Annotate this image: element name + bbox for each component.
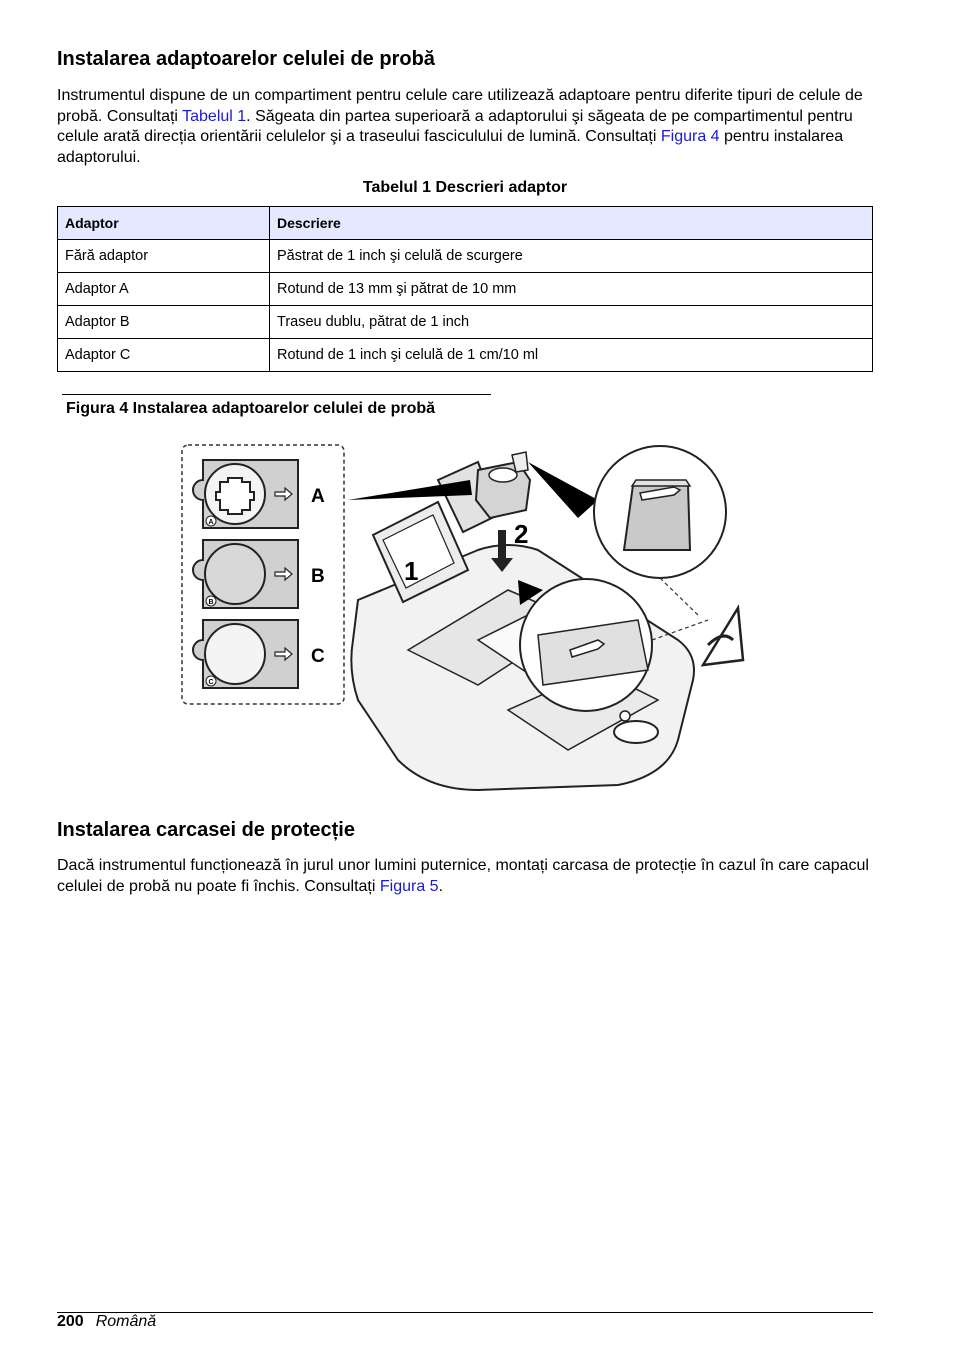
page-footer [57, 1313, 156, 1331]
text: Dacă instrumentul funcționează în jurul unor lumini puternice, montați carcasa de protecție în cazul în care capacul celulei de probă nu poate fi închis. Consultați [57, 857, 869, 895]
detail-circle-adapter-top [594, 446, 726, 578]
table-caption: Tabelul 1 Descrieri adaptor [362, 179, 568, 196]
figure-rule [62, 394, 491, 395]
table-row [58, 306, 873, 339]
step-1-label: 1 [404, 556, 419, 586]
adapter-c-small-label: C [208, 679, 214, 686]
header-adaptor: Adaptor [58, 207, 270, 240]
table-row [58, 240, 873, 273]
adapter-a-small-label: A [208, 519, 214, 526]
text: . [438, 877, 444, 895]
section-heading-adapters: Instalarea adaptoarelor celulei de probă [57, 48, 435, 70]
table-cell: Adaptor C [58, 339, 270, 372]
link-figura-4[interactable]: Figura 4 [660, 128, 720, 145]
pointer-wedge-right [528, 462, 598, 518]
adapter-cup [476, 452, 530, 518]
label-a: A [311, 486, 325, 507]
adapter-b-small-label: B [208, 599, 214, 606]
adapter-b-icon [193, 540, 298, 608]
table-header-row [58, 207, 873, 240]
leader-line [660, 578, 698, 615]
text: . Săgeata din partea superioară a adaptorului şi săgeata de pe compartimentul pentru celule arată direcția orientării celulelor şi a traseului fasciculului de lumină. Consultați [57, 107, 853, 145]
label-b: B [311, 566, 325, 587]
label-c: C [311, 646, 325, 667]
link-tabelul-1[interactable]: Tabelul 1 [182, 107, 247, 125]
table-cell: Adaptor A [58, 273, 270, 306]
table-cell: Rotund de 13 mm şi pătrat de 10 mm [270, 273, 873, 306]
adapter-a-icon [193, 460, 298, 528]
footer-language: Română [95, 1313, 157, 1330]
adapter-table [57, 206, 873, 372]
adapter-installation-illustration [178, 440, 758, 796]
intro-paragraph [57, 86, 877, 168]
link-figura-5[interactable]: Figura 5 [379, 877, 439, 895]
table-cell: Fără adaptor [58, 240, 270, 273]
eye-icon [703, 608, 743, 665]
text: pentru instalarea adaptorului. [57, 128, 844, 166]
page-number: 200 [57, 1313, 84, 1330]
text: Instrumentul dispune de un compartiment pentru celule care utilizează adaptoare pentru diferite tipuri de celule de probă. Consultați [57, 87, 863, 125]
table-cell: Rotund de 1 inch şi celulă de 1 cm/10 ml [270, 339, 873, 372]
table-row [58, 339, 873, 372]
detail-circle-cell-compartment [520, 579, 652, 711]
table-cell: Adaptor B [58, 306, 270, 339]
step-2-label: 2 [514, 519, 529, 549]
footer-rule [57, 1312, 873, 1313]
header-descriere: Descriere [270, 207, 873, 240]
table-row [58, 273, 873, 306]
figure-caption: Figura 4 Instalarea adaptoarelor celulei de probă [66, 400, 436, 417]
table-cell: Traseu dublu, pătrat de 1 inch [270, 306, 873, 339]
section-heading-protective-cover: Instalarea carcasei de protecție [57, 819, 355, 841]
protective-cover-paragraph [57, 856, 877, 897]
table-cell: Păstrat de 1 inch şi celulă de scurgere [270, 240, 873, 273]
adapter-c-icon [193, 620, 298, 688]
